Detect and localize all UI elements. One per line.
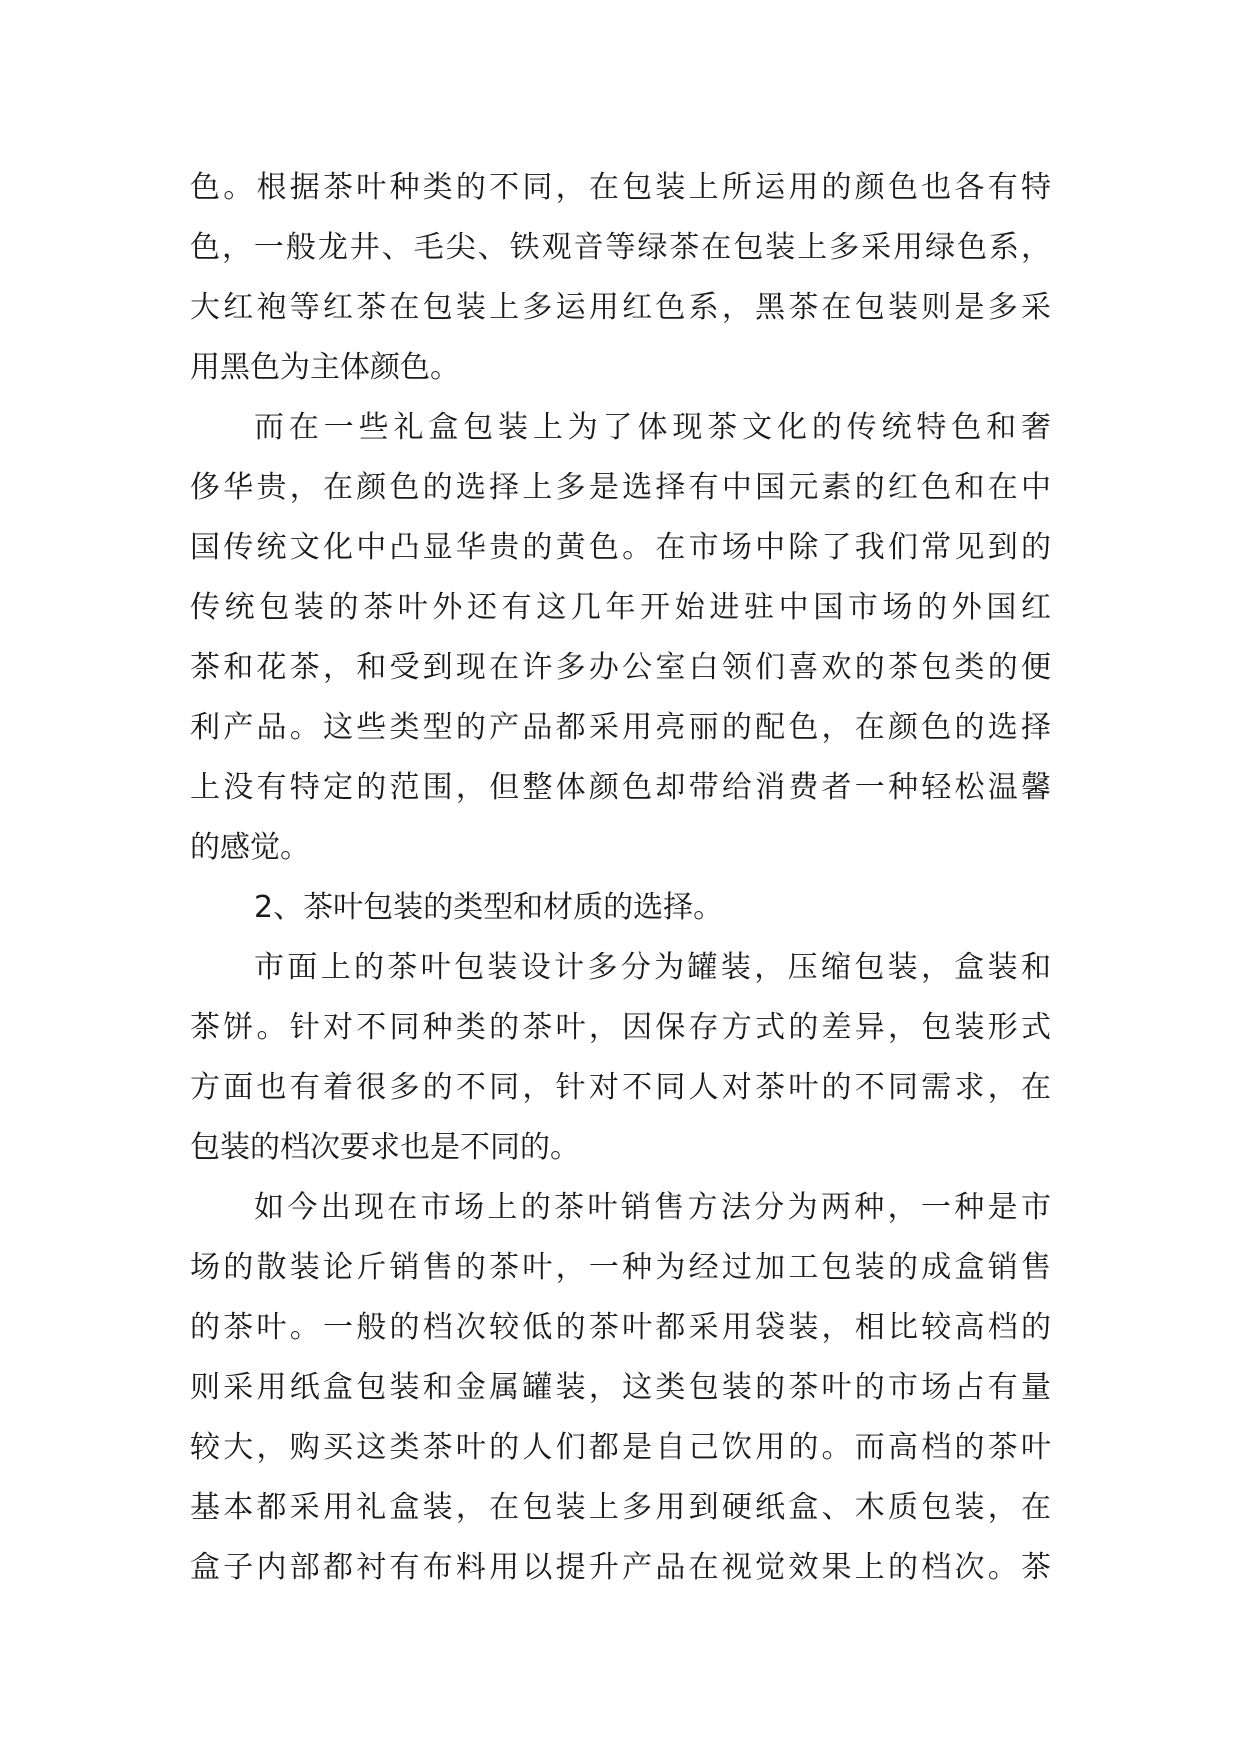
text-line: 传统包装的茶叶外还有这几年开始进驻中国市场的外国红 — [190, 590, 1051, 625]
text-line: 方面也有着很多的不同，针对不同人对茶叶的不同需求，在 — [190, 1070, 1051, 1105]
text-line: 茶和花茶，和受到现在许多办公室白领们喜欢的茶包类的便 — [190, 650, 1051, 685]
text-line: 上没有特定的范围，但整体颜色却带给消费者一种轻松温馨 — [190, 770, 1051, 805]
text-line: 盒子内部都衬有布料用以提升产品在视觉效果上的档次。茶 — [190, 1550, 1051, 1585]
text-line: 基本都采用礼盒装，在包装上多用到硬纸盒、木质包装，在 — [190, 1490, 1051, 1525]
text-line: 2、茶叶包装的类型和材质的选择。 — [254, 890, 724, 925]
text-line: 色，一般龙井、毛尖、铁观音等绿茶在包装上多采用绿色系， — [190, 230, 1051, 265]
text-line: 而在一些礼盒包装上为了体现茶文化的传统特色和奢 — [254, 410, 1051, 445]
text-line: 大红袍等红茶在包装上多运用红色系，黑茶在包装则是多采 — [190, 290, 1051, 325]
text-line: 包装的档次要求也是不同的。 — [190, 1130, 580, 1165]
text-line: 用黑色为主体颜色。 — [190, 350, 460, 385]
text-line: 国传统文化中凸显华贵的黄色。在市场中除了我们常见到的 — [190, 530, 1051, 565]
text-line: 利产品。这些类型的产品都采用亮丽的配色，在颜色的选择 — [190, 710, 1051, 745]
text-line: 侈华贵，在颜色的选择上多是选择有中国元素的红色和在中 — [190, 470, 1051, 505]
document-page — [190, 158, 1051, 1598]
text-line: 则采用纸盒包装和金属罐装，这类包装的茶叶的市场占有量 — [190, 1370, 1051, 1405]
text-line: 茶饼。针对不同种类的茶叶，因保存方式的差异，包装形式 — [190, 1010, 1051, 1045]
text-line: 的感觉。 — [190, 830, 310, 865]
text-line: 的茶叶。一般的档次较低的茶叶都采用袋装，相比较高档的 — [190, 1310, 1051, 1345]
text-line: 场的散装论斤销售的茶叶，一种为经过加工包装的成盒销售 — [190, 1250, 1051, 1285]
text-line: 市面上的茶叶包装设计多分为罐装，压缩包装，盒装和 — [254, 950, 1051, 985]
text-line: 如今出现在市场上的茶叶销售方法分为两种，一种是市 — [254, 1190, 1051, 1225]
text-line: 色。根据茶叶种类的不同，在包装上所运用的颜色也各有特 — [190, 170, 1051, 205]
text-line: 较大，购买这类茶叶的人们都是自己饮用的。而高档的茶叶 — [190, 1430, 1051, 1465]
